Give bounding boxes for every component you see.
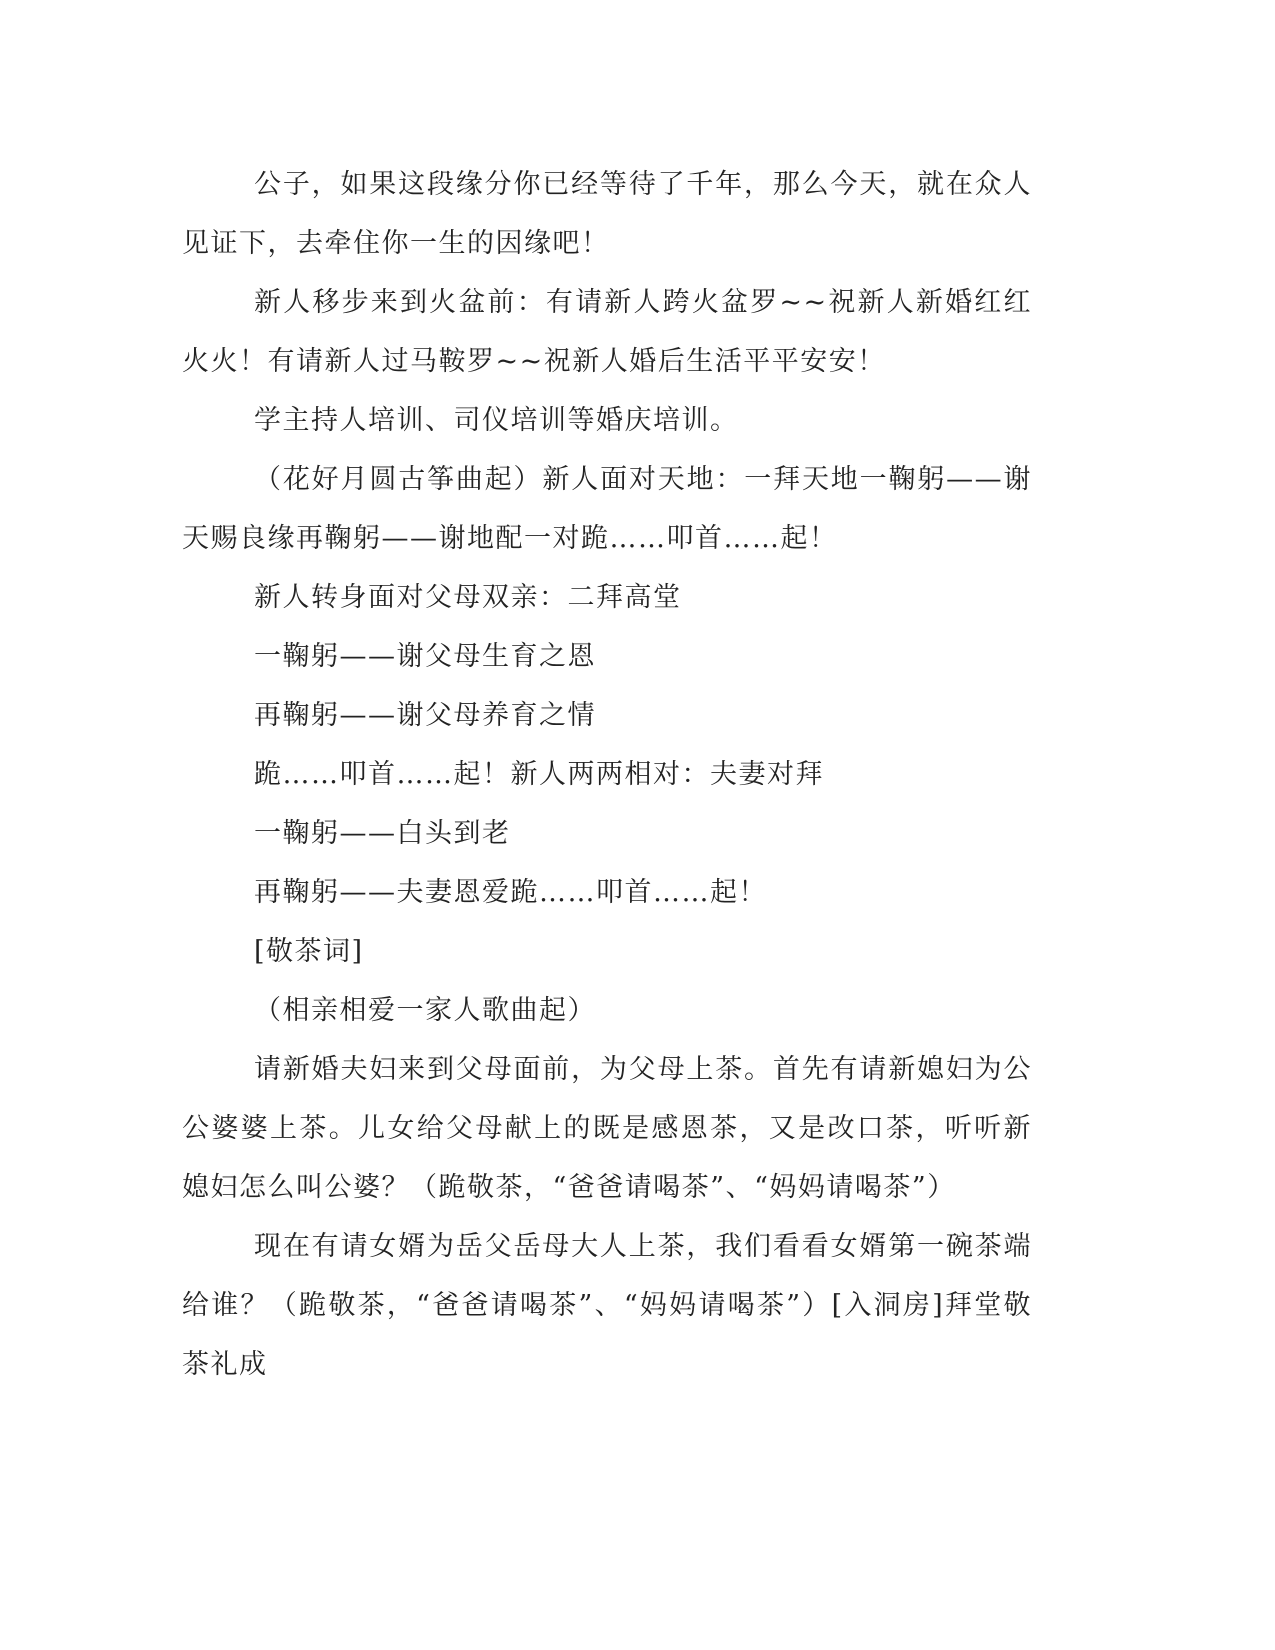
paragraph-10: 再鞠躬——夫妻恩爱跪……叩首……起！ bbox=[254, 877, 767, 908]
paragraph-2: 新人移步来到火盆前：有请新人跨火盆罗~~祝新人新婚红红火火！有请新人过马鞍罗~~祝新人婚后生活平平安安！ bbox=[182, 287, 1032, 377]
document-body bbox=[182, 155, 1032, 1394]
paragraph-8: 跪……叩首……起！新人两两相对：夫妻对拜 bbox=[254, 759, 824, 790]
section-heading-tea: [敬茶词] bbox=[254, 936, 364, 967]
paragraph-5: 新人转身面对父母双亲：二拜高堂 bbox=[254, 582, 682, 613]
paragraph-7: 再鞠躬——谢父母养育之情 bbox=[254, 700, 596, 731]
paragraph-4: （花好月圆古筝曲起）新人面对天地：一拜天地一鞠躬——谢天赐良缘再鞠躬——谢地配一对跪……叩首……起！ bbox=[182, 464, 1032, 554]
paragraph-6: 一鞠躬——谢父母生育之恩 bbox=[254, 641, 596, 672]
paragraph-9: 一鞠躬——白头到老 bbox=[254, 818, 511, 849]
paragraph-3: 学主持人培训、司仪培训等婚庆培训。 bbox=[254, 405, 739, 436]
paragraph-13: 请新婚夫妇来到父母面前，为父母上茶。首先有请新媳妇为公公婆婆上茶。儿女给父母献上的既是感恩茶，又是改口茶，听听新媳妇怎么叫公婆？（跪敬茶，“爸爸请喝茶”、“妈妈请喝茶”） bbox=[182, 1054, 1032, 1203]
paragraph-1: 公子，如果这段缘分你已经等待了千年，那么今天，就在众人见证下，去牵住你一生的因缘吧！ bbox=[182, 169, 1032, 259]
paragraph-14: 现在有请女婿为岳父岳母大人上茶，我们看看女婿第一碗茶端给谁？（跪敬茶，“爸爸请喝茶”、“妈妈请喝茶”）[入洞房]拜堂敬茶礼成 bbox=[182, 1231, 1032, 1380]
paragraph-12: （相亲相爱一家人歌曲起） bbox=[254, 995, 596, 1026]
